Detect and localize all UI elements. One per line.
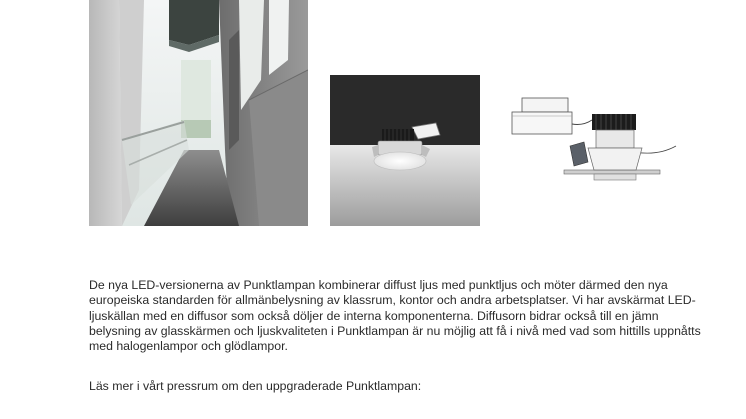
installed-lamp-photo [330, 75, 480, 226]
architecture-photo [89, 0, 308, 226]
body-paragraph: De nya LED-versionerna av Punktlampan kombinerar diffust ljus med punktljus och möter därmed den nya europeiska standarden för allmänbelysning av klassrum, kontor och andra arbetsplatser. Vi har avskärmat LED-ljuskällan med en diffusor som också döljer de interna komponenterna. Diffusorn bidrar också till en jämn belysning av glasskärmen och ljuskvaliteten i Punktlampan är nu möjlig att få i nivå med vad som hittills uppnåtts med halogenlampor och glödlampor. [89, 278, 701, 354]
lamp-technical-drawing [508, 96, 680, 190]
press-room-line: Läs mer i vårt pressrum om den uppgraderade Punktlampan: [89, 379, 422, 393]
